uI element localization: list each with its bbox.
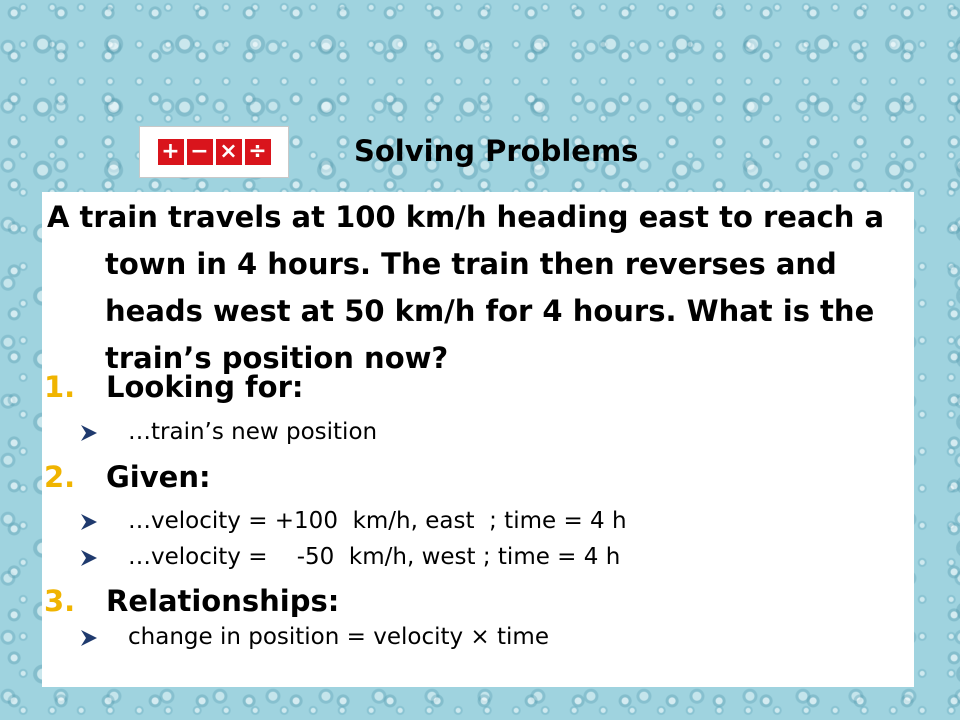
plus-icon: + [158,139,184,165]
problem-statement: A train travels at 100 km/h heading east to reach a town in 4 hours. The train then reverses and heads west at 50 km/h for 4 hours. What is the train’s position now? [47,200,885,375]
arrow-bullet-icon [79,628,99,653]
step-detail: …velocity = +100 km/h, east ; time = 4 h [128,508,627,534]
divide-icon: ÷ [245,139,271,165]
step-heading: Looking for: [106,370,304,404]
multiply-icon: × [216,139,242,165]
step-number: 1. [44,370,76,404]
arrow-bullet-icon [79,512,99,537]
arrow-bullet-icon [79,548,99,573]
content-box [42,192,914,687]
step-number: 2. [44,460,76,494]
step-detail: …velocity = -50 km/h, west ; time = 4 h [128,544,621,570]
step-heading: Relationships: [106,584,340,618]
arrow-bullet-icon [79,423,99,448]
page-title: Solving Problems [354,134,639,168]
step-detail: change in position = velocity × time [128,624,549,650]
math-operations-icon [139,126,289,178]
step-detail: …train’s new position [128,419,378,445]
step-number: 3. [44,584,76,618]
step-heading: Given: [106,460,211,494]
minus-icon: − [187,139,213,165]
